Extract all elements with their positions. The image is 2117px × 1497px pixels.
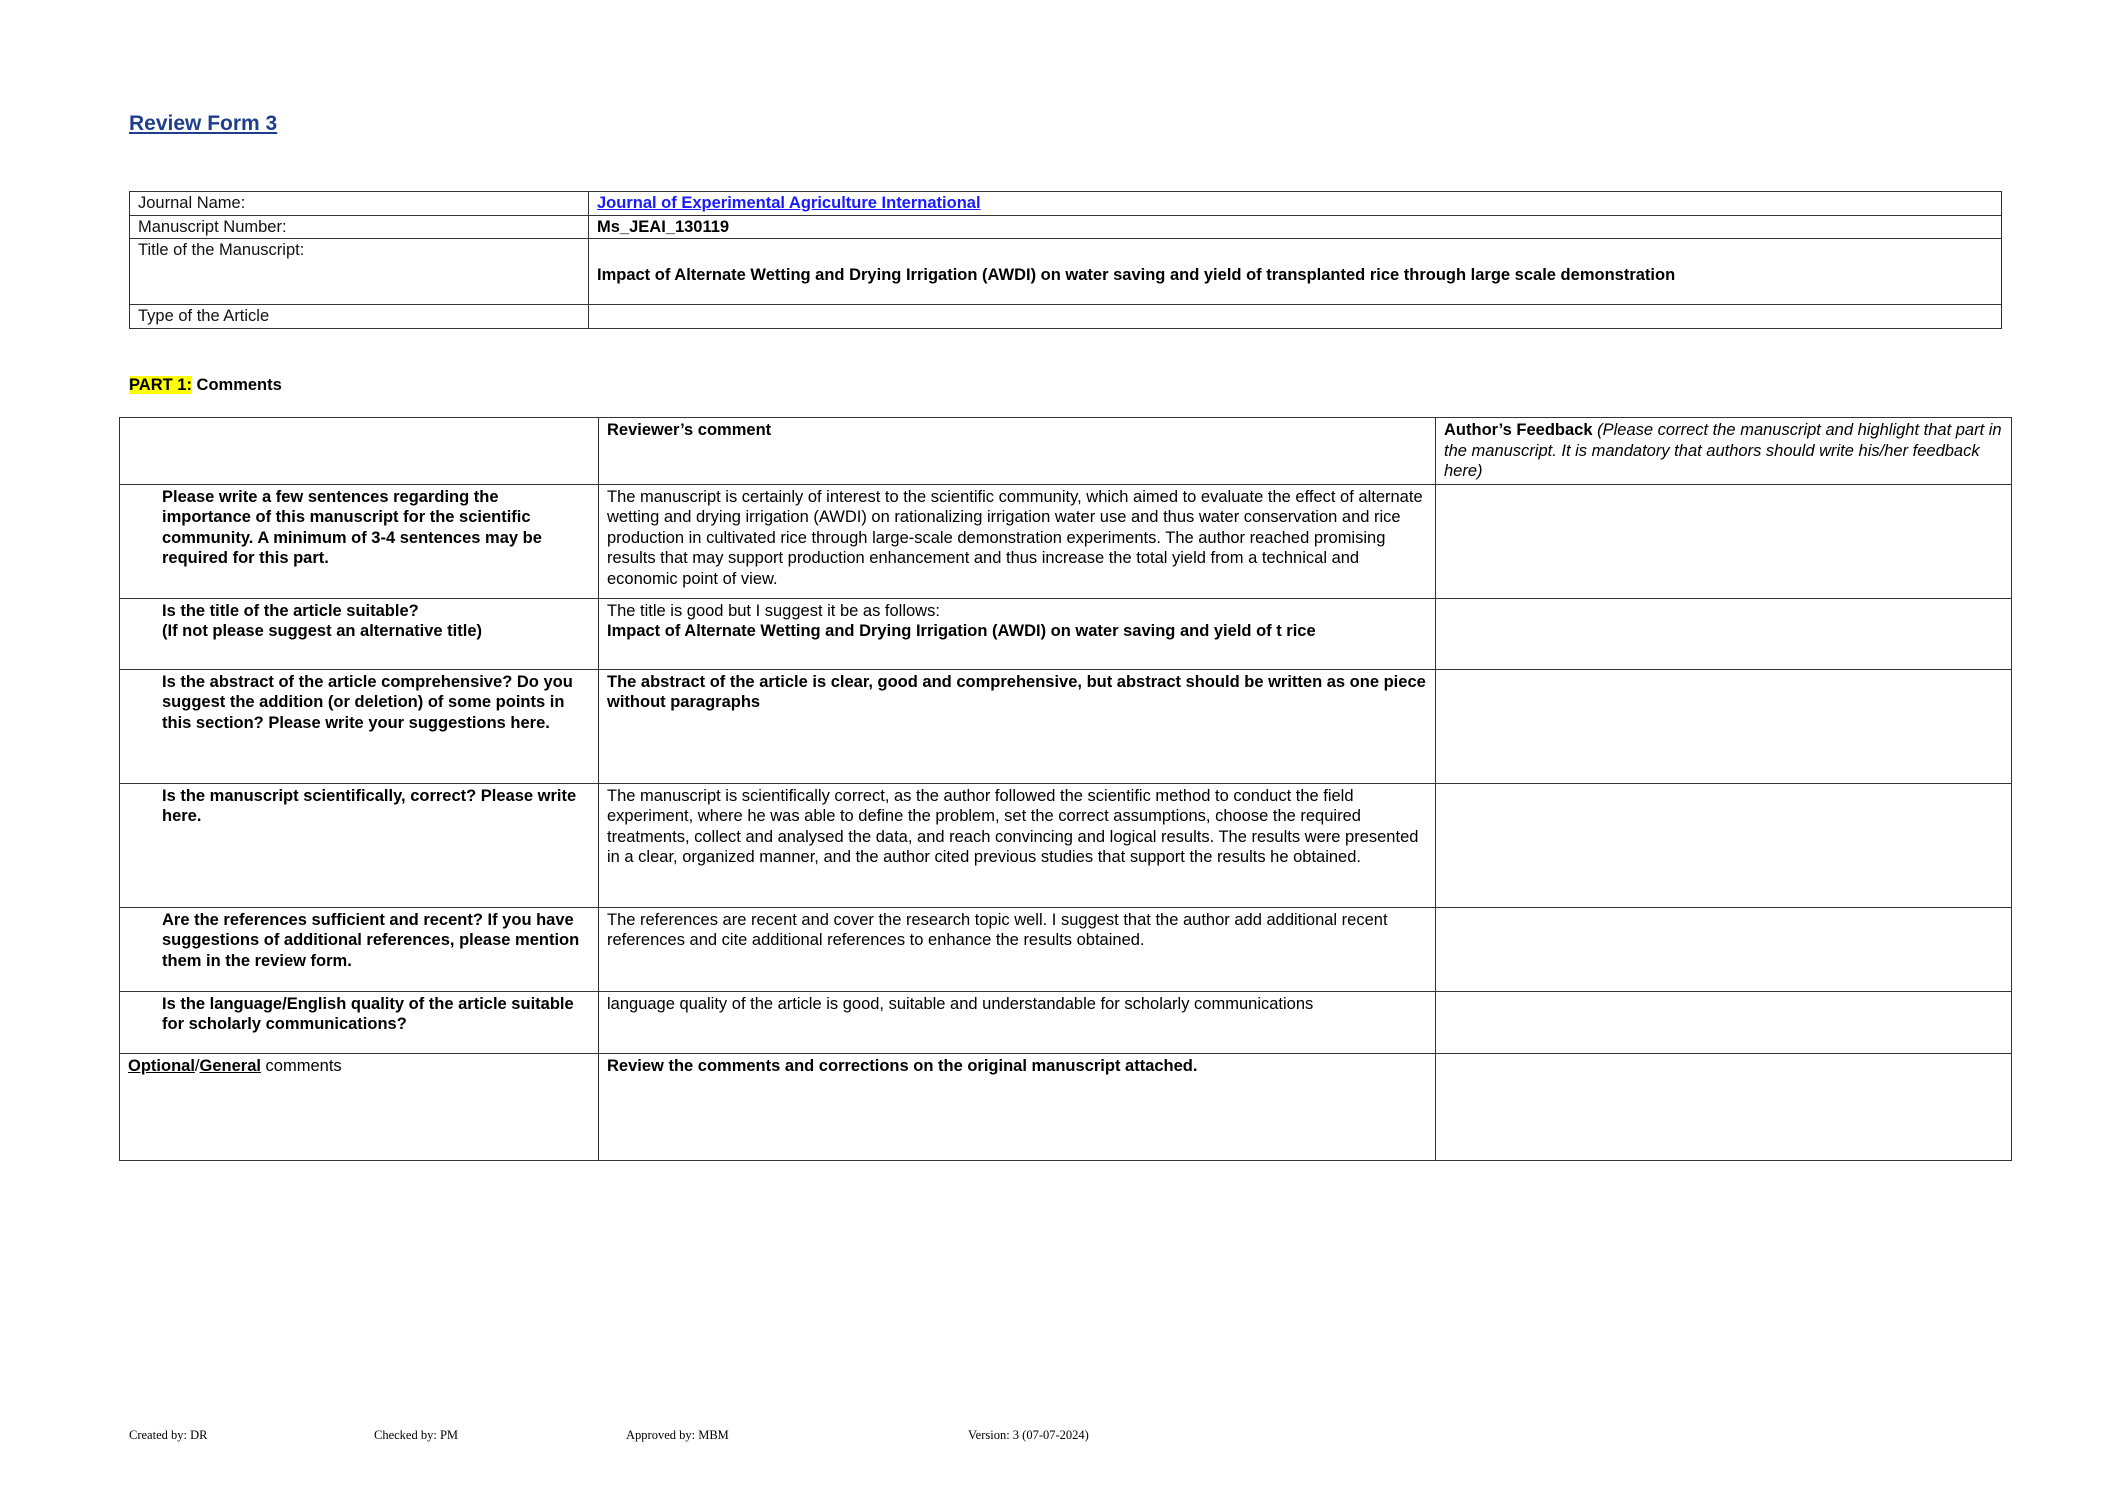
question-title-line1: Is the title of the article suitable? xyxy=(162,601,419,620)
footer-checked: Checked by: PM xyxy=(374,1428,459,1442)
footer-created: Created by: DR xyxy=(129,1428,208,1442)
author-feedback-language[interactable] xyxy=(1436,991,2012,1053)
manuscript-title-row xyxy=(130,239,2002,305)
manuscript-title-label: Title of the Manuscript: xyxy=(130,239,589,305)
comment-row-importance xyxy=(120,484,2012,598)
comment-row-scientific xyxy=(120,783,2012,907)
comment-row-abstract xyxy=(120,669,2012,783)
author-feedback-header xyxy=(1436,418,2012,485)
comments-table xyxy=(119,417,2012,1161)
reviewer-comment-title xyxy=(599,598,1436,669)
reviewer-comment-importance: The manuscript is certainly of interest to the scientific community, which aimed to evaluate the effect of alternate wetting and drying irrigation (AWDI) on rationalizing irrigation water use and thus water conservation and rice production in cultivated rice through large-scale demonstration experiments. The author reached promising results that may support production enhancement and thus increase the total yield from a technical and economic point of view. xyxy=(599,484,1436,598)
general-label: General xyxy=(199,1056,261,1075)
author-feedback-note: (Please correct the manuscript and highlight that part in the manuscript. It is mandatory that authors should write his/her feedback here) xyxy=(1444,421,2002,480)
header-empty-cell xyxy=(120,418,599,485)
reviewer-comment-header: Reviewer’s comment xyxy=(599,418,1436,485)
optional-general-label xyxy=(120,1053,599,1160)
optional-label: Optional xyxy=(128,1056,195,1075)
article-type-row xyxy=(130,305,2002,329)
journal-label: Journal Name: xyxy=(130,192,589,216)
part-heading xyxy=(129,376,282,395)
reviewer-comment-optional: Review the comments and corrections on the original manuscript attached. xyxy=(599,1053,1436,1160)
reviewer-comment-title-line1: The title is good but I suggest it be as follows: xyxy=(607,601,940,620)
article-type-label: Type of the Article xyxy=(130,305,589,329)
comment-row-optional xyxy=(120,1053,2012,1160)
manuscript-number-row xyxy=(130,215,2002,239)
reviewer-comment-scientific: The manuscript is scientifically correct, as the author followed the scientific method to conduct the field experiment, where he was able to define the problem, set the correct assumptions, choose the required treatments, collect and analysed the data, and reach convincing and logical results. The results were presented in a clear, organized manner, and the author cited previous studies that support the results he obtained. xyxy=(599,783,1436,907)
comment-row-language xyxy=(120,991,2012,1053)
author-feedback-title: Author’s Feedback xyxy=(1444,421,1593,439)
manuscript-title-value: Impact of Alternate Wetting and Drying Irrigation (AWDI) on water saving and yield of transplanted rice through large scale demonstration xyxy=(589,239,2002,305)
question-abstract: Is the abstract of the article comprehensive? Do you suggest the addition (or deletion) of some points in this section? Please write your suggestions here. xyxy=(120,669,599,783)
author-feedback-optional[interactable] xyxy=(1436,1053,2012,1160)
part-text: Comments xyxy=(191,376,282,394)
reviewer-comment-abstract: The abstract of the article is clear, good and comprehensive, but abstract should be written as one piece without paragraphs xyxy=(599,669,1436,783)
comments-label: comments xyxy=(260,1056,342,1075)
article-type-value xyxy=(589,305,2002,329)
journal-row xyxy=(130,192,2002,216)
author-feedback-scientific[interactable] xyxy=(1436,783,2012,907)
reviewer-comment-references: The references are recent and cover the research topic well. I suggest that the author add additional recent references and cite additional references to enhance the results obtained. xyxy=(599,907,1436,991)
suggested-title: Impact of Alternate Wetting and Drying Irrigation (AWDI) on water saving and yield of t rice xyxy=(607,622,1316,640)
author-feedback-title-row[interactable] xyxy=(1436,598,2012,669)
journal-link[interactable]: Journal of Experimental Agriculture International xyxy=(597,194,981,212)
author-feedback-abstract[interactable] xyxy=(1436,669,2012,783)
question-title-line2: (If not please suggest an alternative title) xyxy=(162,622,482,640)
manuscript-number-value: Ms_JEAI_130119 xyxy=(589,215,2002,239)
question-references: Are the references sufficient and recent? If you have suggestions of additional references, please mention them in the review form. xyxy=(120,907,599,991)
question-scientific: Is the manuscript scientifically, correct? Please write here. xyxy=(120,783,599,907)
comment-row-references xyxy=(120,907,2012,991)
part-label: PART 1: xyxy=(129,376,192,394)
question-title xyxy=(120,598,599,669)
question-importance: Please write a few sentences regarding the importance of this manuscript for the scientific community. A minimum of 3-4 sentences may be required for this part. xyxy=(120,484,599,598)
page-title: Review Form 3 xyxy=(129,112,278,135)
comment-row-title xyxy=(120,598,2012,669)
footer-approved: Approved by: MBM xyxy=(626,1428,729,1442)
reviewer-comment-language: language quality of the article is good, suitable and understandable for scholarly communications xyxy=(599,991,1436,1053)
author-feedback-references[interactable] xyxy=(1436,907,2012,991)
comments-header-row xyxy=(120,418,2012,485)
optional-slash: / xyxy=(194,1056,200,1075)
question-language: Is the language/English quality of the article suitable for scholarly communications? xyxy=(120,991,599,1053)
manuscript-number-label: Manuscript Number: xyxy=(130,215,589,239)
author-feedback-importance[interactable] xyxy=(1436,484,2012,598)
footer-version: Version: 3 (07-07-2024) xyxy=(968,1428,1089,1442)
manuscript-info-table xyxy=(129,191,2002,329)
